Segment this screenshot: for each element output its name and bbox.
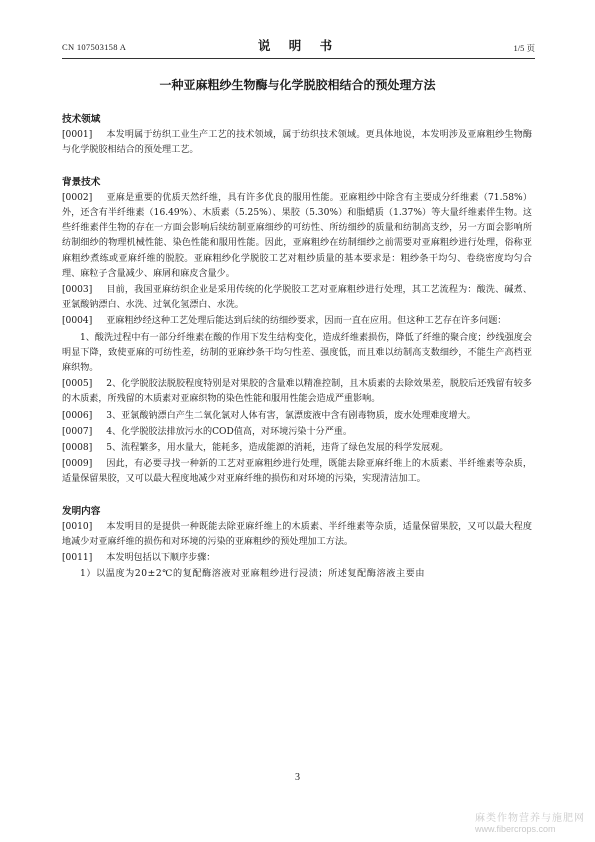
paragraph-0007 (62, 425, 532, 440)
paragraph-text: 5、流程繁多，用水量大，能耗多，造成能源的消耗，违背了绿色发展的科学发展观。 (106, 443, 449, 454)
paragraph-text: 因此，有必要寻找一种新的工艺对亚麻粗纱进行处理，既能去除亚麻纤维上的木质素、半纤维素等杂质，适量保留果胶，又可以最大程度地减少对亚麻纤维的损伤和对环境的污染，实现清洁加工。 (62, 459, 532, 485)
paragraph-0010 (62, 520, 532, 550)
paragraph-number: [0010] (62, 521, 93, 532)
page-ref: 1/5 页 (513, 43, 535, 53)
paragraph-0006 (62, 409, 532, 424)
paragraph-0003 (62, 283, 532, 313)
step-1: 1）以温度为20±2℃的复配酶溶液对亚麻粗纱进行浸渍；所述复配酶溶液主要由 (80, 569, 426, 580)
paragraph-number: [0003] (62, 285, 93, 296)
paragraph-0011 (62, 551, 532, 566)
paragraph-0001 (62, 128, 532, 158)
paragraph-0009 (62, 457, 532, 487)
paragraph-text: 本发明目的是提供一种既能去除亚麻纤维上的木质素、半纤维素等杂质，适量保留果胶，又可以最大程度地减少对亚麻纤维的损伤和对环境的污染的亚麻粗纱的预处理加工方法。 (62, 521, 532, 548)
paragraph-number: [0008] (62, 443, 93, 454)
watermark-line-2: www.fibercrops.com (475, 824, 556, 834)
paragraph-text: 本发明属于纺织工业生产工艺的技术领域，属于纺织技术领域。更具体地说，本发明涉及亚麻粗纱生物酶与化学脱胶相结合的预处理工艺。 (62, 130, 532, 156)
header-divider (62, 58, 535, 59)
paragraph-0004-item-1: 1、酸洗过程中有一部分纤维素在酸的作用下发生结构变化，造成纤维素损伤，降低了纤维的聚合度；纱线强度会明显下降，致使亚麻的可纺性差，纺制的亚麻纱条干均匀性差、强度低，而且难以纺制高支数细纱，不能生产高档亚麻织物。 (62, 332, 532, 374)
paragraph-number: [0007] (62, 426, 93, 437)
paragraph-number: [0006] (62, 410, 93, 421)
doc-body (62, 112, 532, 583)
section-heading-tech-field: 技术领域 (62, 114, 101, 125)
paragraph-number: [0004] (62, 316, 93, 327)
paragraph-0004 (62, 314, 532, 329)
paragraph-text: 目前，我国亚麻纺织企业是采用传统的化学脱胶工艺对亚麻粗纱进行处理，其工艺流程为：酸洗、碱煮、亚氯酸钠漂白、水洗、过氧化氢漂白、水洗。 (62, 285, 532, 311)
watermark-line-1: 麻类作物营养与施肥网 (475, 813, 585, 824)
doc-title: 一种亚麻粗纱生物酶与化学脱胶相结合的预处理方法 (159, 78, 436, 92)
doc-type: 说 明 书 (257, 38, 340, 53)
doc-number: CN 107503158 A (62, 42, 127, 52)
paragraph-number: [0011] (62, 553, 93, 564)
paragraph-0002 (62, 191, 532, 282)
paragraph-text: 亚麻是重要的优质天然纤维，具有许多优良的服用性能。亚麻粗纱中除含有主要成分纤维素（71.58%）外，还含有半纤维素（16.49%）、木质素（5.25%）、果胶（5.30%）和脂蜡质（1.37%）等大量纤维素伴生物。这些纤维素伴生物的存在一方面会影响后续纺制亚麻细纱的可纺性、所纺细纱的质量和纺制高支纱，另一方面会影响所纺制细纱的物理机械性能、染色性能和服用性能。因此，亚麻粗纱在纺制细纱之前需要对亚麻粗纱进行处理，俗称亚麻粗纱煮练或亚麻纤维的脱胶。亚麻粗纱化学脱胶工艺对粗纱质量的基本要求是：粗纱条干均匀、卷绕密度均匀合理、麻粒子含量减少、麻屑和麻皮含量少。 (62, 192, 532, 279)
paragraph-0005 (62, 377, 532, 407)
paragraph-number: [0009] (62, 459, 93, 470)
page-number: 3 (295, 772, 300, 783)
paragraph-text: 2、化学脱胶法脱胶程度特别是对果胶的含量难以精准控制，且木质素的去除效果差，脱胶后还残留有较多的木质素，所残留的木质素对亚麻织物的染色性能和服用性能会造成严重影响。 (62, 379, 532, 405)
paragraph-number: [0001] (62, 130, 93, 141)
section-heading-invention: 发明内容 (62, 505, 101, 517)
paragraph-text: 亚麻粗纱经这种工艺处理后能达到后续的纺细纱要求，因而一直在应用。但这种工艺存在许多问题： (106, 316, 507, 327)
paragraph-number: [0005] (62, 379, 93, 390)
paragraph-0008 (62, 441, 532, 456)
paragraph-text: 3、亚氯酸钠漂白产生二氧化氯对人体有害，氯漂废液中含有剧毒物质，废水处理难度增大。 (106, 410, 476, 421)
paragraph-text: 本发明包括以下顺序步骤： (106, 553, 216, 564)
paragraph-number: [0002] (62, 192, 93, 203)
page-header (62, 36, 535, 56)
paragraph-text: 4、化学脱胶法排放污水的COD值高，对环境污染十分严重。 (106, 426, 352, 437)
section-heading-background: 背景技术 (62, 176, 101, 188)
watermark (475, 809, 585, 834)
